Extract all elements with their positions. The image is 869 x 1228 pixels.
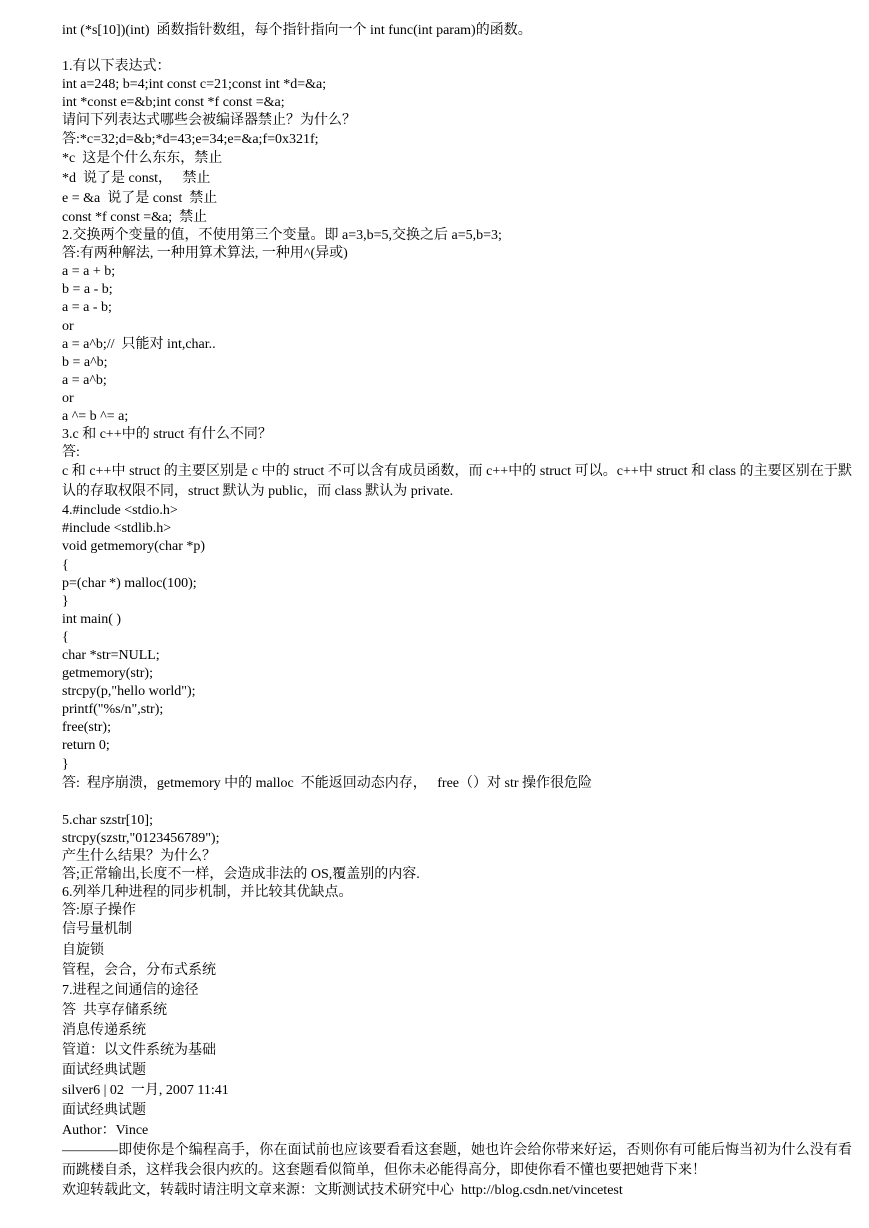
text-line: { — [62, 557, 69, 573]
text-line: { — [62, 629, 69, 645]
text-line: 4.#include <stdio.h> — [62, 503, 178, 519]
text-line: 欢迎转载此文，转载时请注明文章来源：文斯测试技术研究中心 http://blog.csdn.net/vincetest — [62, 1183, 623, 1199]
text-line: printf("%s/n",str); — [62, 702, 164, 718]
text-line: 6.列举几种进程的同步机制，并比较其优缺点。 — [62, 885, 353, 901]
text-line: 请问下列表达式哪些会被编译器禁止？为什么？ — [62, 113, 356, 129]
text-line: const *f const =&a; 禁止 — [62, 209, 208, 225]
text-line: e = &a 说了是 const 禁止 — [62, 190, 218, 206]
text-line: *d 说了是 const， 禁止 — [62, 170, 211, 186]
text-line: 面试经典试题 — [62, 1103, 146, 1119]
text-line: 答: — [62, 445, 80, 461]
text-line: 1.有以下表达式： — [62, 59, 171, 75]
text-line: p=(char *) malloc(100); — [62, 575, 197, 591]
text-line: } — [62, 593, 69, 609]
text-line: int *const e=&b;int const *f const =&a; — [62, 95, 285, 111]
text-line: 答:有两种解法, 一种用算术算法, 一种用^(异或) — [62, 246, 348, 262]
text-line: 面试经典试题 — [62, 1063, 146, 1079]
text-line: getmemory(str); — [62, 666, 153, 682]
text-line: 管道：以文件系统为基础 — [62, 1042, 216, 1058]
blank-line — [62, 794, 852, 812]
text-line: 信号量机制 — [62, 922, 132, 938]
text-line: 3.c 和 c++中的 struct 有什么不同？ — [62, 427, 272, 443]
text-line: or — [62, 318, 74, 334]
document-body — [62, 22, 852, 1202]
text-line: strcpy(p,"hello world"); — [62, 684, 196, 700]
text-paragraph: ————即使你是个编程高手，你在面试前也应该要看看这套题，她也许会给你带来好运，否则你有可能后悔当初为什么没有看而跳楼自杀，这样我会很内疚的。这套题看似简单，但你未必能得高分，即使你看不懂也要把她背下来！ — [62, 1143, 852, 1179]
text-line: or — [62, 390, 74, 406]
text-line: a = a^b; — [62, 372, 107, 388]
text-line: int a=248; b=4;int const c=21;const int *d=&a; — [62, 77, 327, 93]
text-line: int (*s[10])(int) 函数指针数组，每个指针指向一个 int func(int param)的函数。 — [62, 23, 532, 38]
text-line: 答;正常输出,长度不一样，会造成非法的 OS,覆盖别的内容. — [62, 867, 420, 883]
text-line: a = a + b; — [62, 264, 116, 280]
text-line: strcpy(szstr,"0123456789"); — [62, 830, 220, 846]
text-line: *c 这是个什么东东，禁止 — [62, 150, 223, 166]
text-line: a ^= b ^= a; — [62, 408, 129, 424]
text-line: return 0; — [62, 738, 110, 754]
text-line: 管程，会合，分布式系统 — [62, 962, 216, 978]
text-line: b = a - b; — [62, 282, 113, 298]
text-line: a = a - b; — [62, 300, 112, 316]
text-line: char *str=NULL; — [62, 648, 160, 663]
text-line: free(str); — [62, 720, 111, 736]
text-line: 答: 程序崩溃，getmemory 中的 malloc 不能返回动态内存， free（）对 str 操作很危险 — [62, 775, 592, 791]
text-line: 5.char szstr[10]; — [62, 812, 153, 828]
text-line: 消息传递系统 — [62, 1022, 146, 1038]
text-line: 答:原子操作 — [62, 903, 136, 919]
text-paragraph: c 和 c++中 struct 的主要区别是 c 中的 struct 不可以含有成员函数，而 c++中的 struct 可以。c++中 struct 和 class 的主要区别在于默认的存取权限不同，struct 默认为 public，而 class 默认为 private. — [62, 464, 852, 500]
text-line: 产生什么结果？为什么？ — [62, 849, 216, 865]
text-line: } — [62, 756, 69, 772]
blank-line — [62, 40, 852, 58]
text-line: a = a^b;// 只能对 int,char.. — [62, 336, 216, 352]
text-line: Author：Vince — [62, 1123, 149, 1139]
text-line: void getmemory(char *p) — [62, 539, 206, 555]
text-line: 2.交换两个变量的值，不使用第三个变量。即 a=3,b=5,交换之后 a=5,b=3; — [62, 228, 502, 244]
text-line: 自旋锁 — [62, 942, 104, 958]
text-line: 答:*c=32;d=&b;*d=43;e=34;e=&a;f=0x321f; — [62, 131, 319, 147]
text-line: b = a^b; — [62, 354, 108, 370]
text-line: int main( ) — [62, 611, 122, 627]
text-line: 答 共享存储系统 — [62, 1002, 167, 1018]
text-line: #include <stdlib.h> — [62, 521, 172, 537]
text-line: silver6 | 02 一月, 2007 11:41 — [62, 1083, 229, 1099]
text-line: 7.进程之间通信的途径 — [62, 982, 199, 998]
